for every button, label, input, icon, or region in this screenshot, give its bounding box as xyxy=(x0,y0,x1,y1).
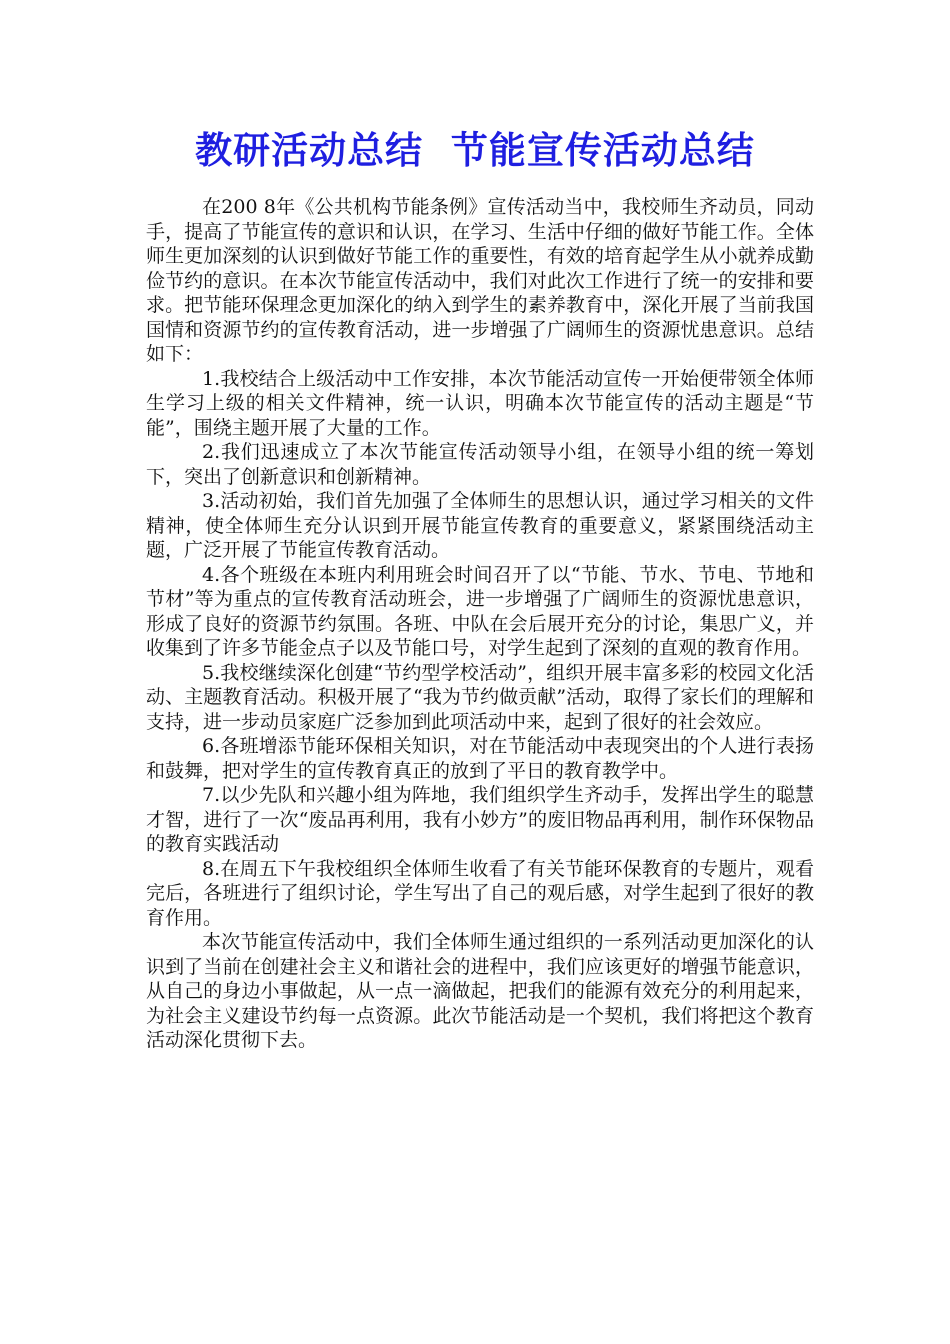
paragraph-item-8: 8.在周五下午我校组织全体师生收看了有关节能环保教育的专题片，观看完后，各班进行了组织讨论，学生写出了自己的观后感，对学生起到了很好的教育作用。 xyxy=(146,857,814,929)
paragraph-item-1: 1.我校结合上级活动中工作安排，本次节能活动宣传一开始便带领全体师生学习上级的相关文件精神，统一认识，明确本次节能宣传的活动主题是“节能”，围绕主题开展了大量的工作。 xyxy=(146,367,814,439)
paragraph-intro: 在200 8年《公共机构节能条例》宣传活动当中，我校师生齐动员，同动手，提高了节能宣传的意识和认识，在学习、生活中仔细的做好节能工作。全体师生更加深刻的认识到做好节能工作的重要性，有效的培育起学生从小就养成勤俭节约的意识。在本次节能宣传活动中，我们对此次工作进行了统一的安排和要求。把节能环保理念更加深化的纳入到学生的素养教育中，深化开展了当前我国国情和资源节约的宣传教育活动，进一步增强了广阔师生的资源忧患意识。总结如下： xyxy=(146,196,814,365)
paragraph-item-5: 5.我校继续深化创建“节约型学校活动”，组织开展丰富多彩的校园文化活动、主题教育活动。积极开展了“我为节约做贡献”活动，取得了家长们的理解和支持，进一步动员家庭广泛参加到此项活动中来，起到了很好的社会效应。 xyxy=(146,661,814,733)
paragraph-item-2: 2.我们迅速成立了本次节能宣传活动领导小组，在领导小组的统一筹划下，突出了创新意识和创新精神。 xyxy=(146,441,814,488)
paragraph-item-6: 6.各班增添节能环保相关知识，对在节能活动中表现突出的个人进行表扬和鼓舞，把对学生的宣传教育真正的放到了平日的教育教学中。 xyxy=(146,735,814,782)
document-body xyxy=(146,195,814,1053)
document-title: 教研活动总结 节能宣传活动总结 xyxy=(195,128,755,172)
paragraph-conclusion: 本次节能宣传活动中，我们全体师生通过组织的一系列活动更加深化的认识到了当前在创建社会主义和谐社会的进程中，我们应该更好的增强节能意识，从自己的身边小事做起，从一点一滴做起，把我们的能源有效充分的利用起来，为社会主义建设节约每一点资源。此次节能活动是一个契机，我们将把这个教育活动深化贯彻下去。 xyxy=(146,931,814,1051)
paragraph-item-3: 3.活动初始，我们首先加强了全体师生的思想认识，通过学习相关的文件精神，使全体师生充分认识到开展节能宣传教育的重要意义，紧紧围绕活动主题，广泛开展了节能宣传教育活动。 xyxy=(146,490,814,561)
paragraph-item-7: 7.以少先队和兴趣小组为阵地，我们组织学生齐动手，发挥出学生的聪慧才智，进行了一次“废品再利用，我有小妙方”的废旧物品再利用，制作环保物品的教育实践活动 xyxy=(146,784,814,855)
paragraph-item-4: 4.各个班级在本班内利用班会时间召开了以“节能、节水、节电、节地和节材”等为重点的宣传教育活动班会，进一步增强了广阔师生的资源忧患意识，形成了良好的资源节约氛围。各班、中队在会后展开充分的讨论，集思广义，并收集到了许多节能金点子以及节能口号，对学生起到了深刻的直观的教育作用。 xyxy=(146,563,814,659)
